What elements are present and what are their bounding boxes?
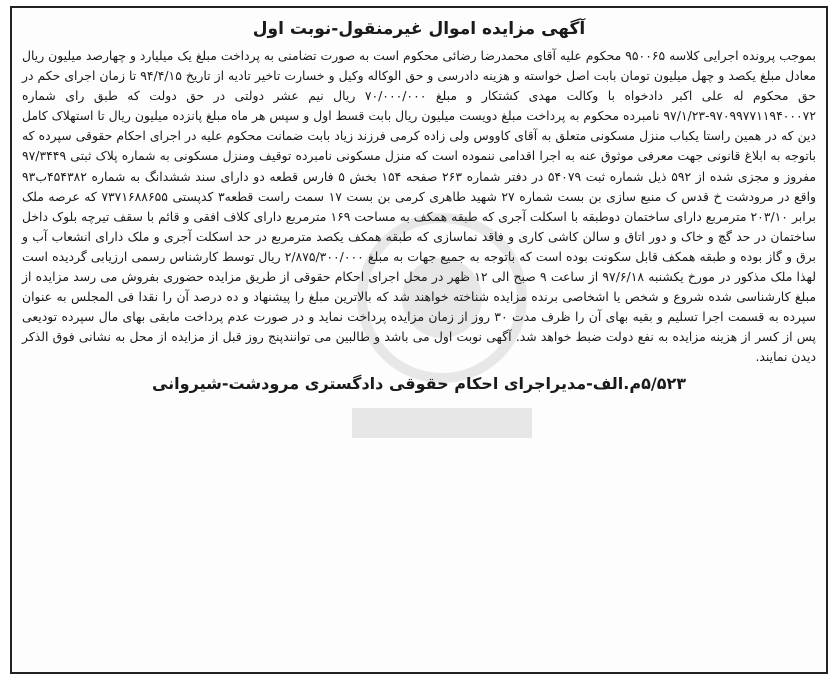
notice-signature: ۵/۵۲۳م.الف-مدیراجرای احکام حقوقی دادگستری مرودشت-شیروانی xyxy=(151,373,686,393)
auction-notice xyxy=(10,6,828,674)
notice-title: آگهی مزایده اموال غیرمنقول-نوبت اول xyxy=(252,19,586,39)
notice-body: بموجب پرونده اجرایی کلاسه ۹۵۰۰۶۵ محکوم علیه آقای محمدرضا رضائی محکوم است به صورت تضامنی به پرداخت مبلغ یک میلیارد و چهارصد میلیون ریال معادل مبلغ یکصد و چهل میلیون تومان بابت اصل خواسته و هزینه دادرسی و حق الوکاله وکیل و خسارت تاخیر تادیه از تاریخ ۹۴/۴/۱۵ تا زمان اجرای حکم در حق محکوم له علی اکبر دادخواه با وکالت مهدی کشتکار و مبلغ ۷۰/۰۰۰/۰۰۰ ریال نیم عشر دولتی در حق دولت که طبق رای شماره ۹۷۰۹۹۷۷۱۱۹۴۰۰۰۷۲-۹۷/۱/۲۳ نامبرده محکوم به پرداخت مبلغ دویست میلیون ریال بابت قسط اول و سپس هر ماه مبلغ پانزده میلیون ریال تا استهلاک کامل دین که در همین راستا یکباب منزل مسکونی متعلق به آقای کاووس ولی زاده کرمی فرزند زیاد بابت ضمانت محکوم علیه در اجرای احکام حقوقی سپرده که باتوجه به ابلاغ قانونی جهت معرفی موثوق عنه به اجرا اقدامی ننموده است که منزل مسکونی نامبرده توقیف ومنزل مسکونی به شماره پلاک ثبتی ۹۷/۳۴۴۹ مفروز و مجزی شده از ۵۹۲ ذیل شماره ثبت ۵۴۰۷۹ در دفتر شماره ۲۶۳ صفحه ۱۵۴ بخش ۵ فارس قطعه دو دارای سند ششدانگ به شماره ۴۵۴۳۸۲ب۹۳ واقع در مرودشت خ قدس ک منبع سازی بن بست شماره ۲۷ شهید طاهری کرمی بن بست ۱۷ سمت راست قطعه۳ کدپستی ۷۳۷۱۶۸۸۶۵۵ که عرصه ملک برابر ۲۰۳/۱۰ مترمربع دارای ساختمان دوطبقه با اسکلت آجری که طبقه همکف به مساحت ۱۶۹ مترمربع دارای کلاف افقی و قائم با سقف تیرچه بلوک داخل ساختمان در حد گچ و خاک و دور اتاق و سالن کاشی کاری و فاقد نماسازی که طبقه همکف یکصد مترمربع در حد اسکلت آجری و ملک دارای انشعاب آب و برق و گاز بوده و طبقه همکف قابل سکونت بوده است که باتوجه به جمیع جهات به مبلغ ۲/۸۷۵/۳۰۰/۰۰۰ ریال توسط کارشناس رسمی ارزیابی گردیده است لهذا ملک مذکور در مورخ یکشنبه ۹۷/۶/۱۸ از ساعت ۹ صبح الی ۱۲ ظهر در محل اجرای احکام حقوقی از طریق مزایده حضوری بفروش می رسد مزایده از مبلغ کارشناسی شده شروع و شخص یا اشخاصی برنده مزایده شناخته خواهند شد که بالاترین مبلغ را پیشنهاد و ده درصد آن را نقدا فی المجلس به عنوان سپرده به قسمت اجرا تسلیم و بقیه بهای آن را ظرف مدت ۳۰ روز از زمان مزایده پرداخت نماید و در صورت عدم پرداخت مابقی بهای مال سپرده تودیعی پس از کسر از هزینه مزایده به نفع دولت ضبط خواهد شد. آگهی نوبت اول می باشد و طالبین می توانندپنج روز قبل از مزایده از محل به نشانی فوق الذکر دیدن نمایند. xyxy=(22,48,817,365)
